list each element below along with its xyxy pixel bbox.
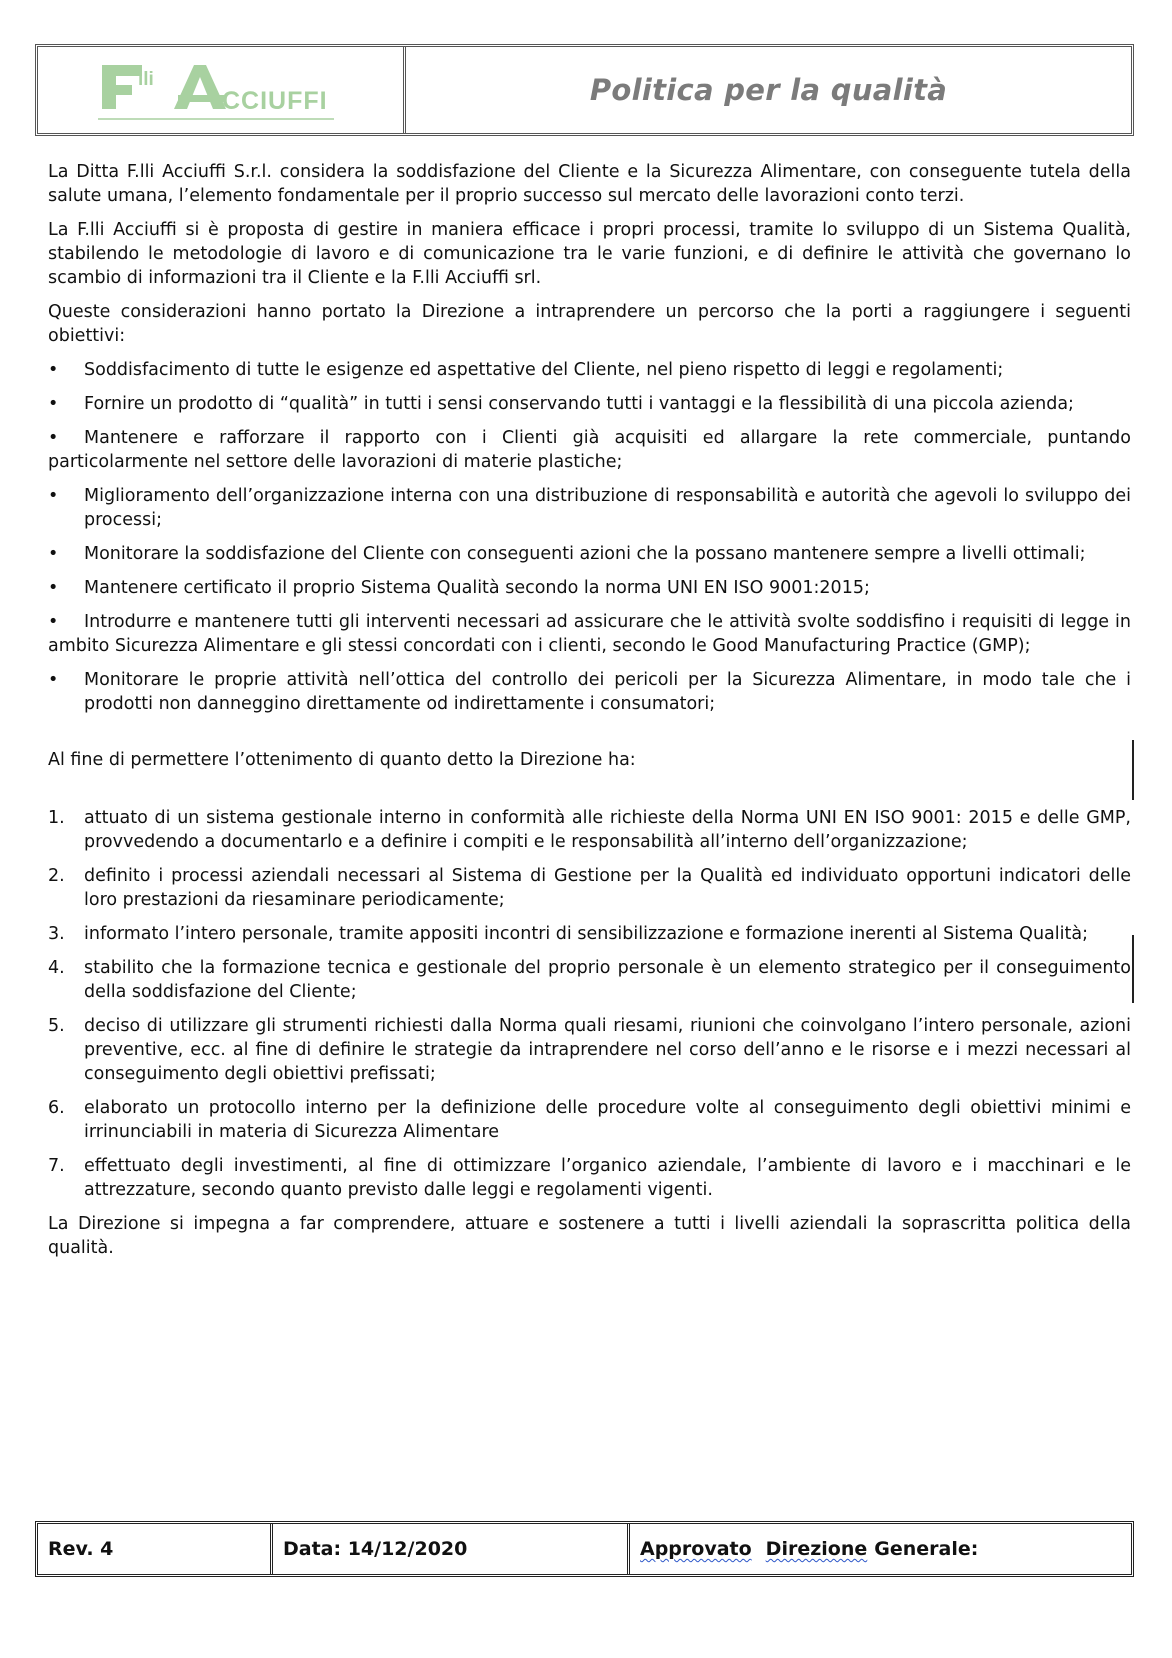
action-text: stabilito che la formazione tecnica e gestionale del proprio personale è un elemento strategico per il conseguimento della soddisfazione del Cliente; [84, 958, 1131, 1002]
objective-item [48, 542, 1131, 566]
objective-text: Fornire un prodotto di “qualità” in tutti i sensi conservando tutti i vantaggi e la flessibilità di una piccola azienda; [84, 394, 1074, 414]
objective-item [48, 358, 1131, 382]
action-item [48, 1154, 1131, 1202]
objective-text: Introdurre e mantenere tutti gli interventi necessari ad assicurare che le attività svolte soddisfino i requisiti di legge in ambito Sicurezza Alimentare e gli stessi concordati con i clienti, secondo le Good Manufacturing Practice (GMP); [48, 612, 1131, 656]
approval-cell [630, 1524, 1131, 1574]
objective-text: Mantenere e rafforzare il rapporto con i Clienti già acquisiti ed allargare la rete commerciale, puntando particolarmente nel settore delle lavorazioni di materie plastiche; [48, 428, 1131, 472]
company-logo [98, 61, 348, 123]
objective-text: Monitorare le proprie attività nell’ottica del controllo dei pericoli per la Sicurezza Alimentare, in modo tale che i prodotti non danneggino direttamente od indirettamente i consumatori; [84, 670, 1131, 714]
action-number: 7. [48, 1156, 65, 1176]
objective-text: Monitorare la soddisfazione del Cliente con conseguenti azioni che la possano mantenere sempre a livelli ottimali; [84, 544, 1086, 564]
page-title: Politica per la qualità [589, 73, 948, 107]
logo-small-text: lli [138, 69, 154, 90]
action-item [48, 1096, 1131, 1144]
title-cell [406, 47, 1131, 133]
action-item [48, 956, 1131, 1004]
bullet-icon: • [48, 486, 59, 506]
action-number: 2. [48, 866, 65, 886]
revision-bar [1132, 740, 1134, 800]
actions-intro: Al fine di permettere l’ottenimento di quanto detto la Direzione ha: [48, 750, 636, 770]
bullet-icon: • [48, 544, 59, 564]
objective-item [48, 426, 1131, 474]
action-item [48, 922, 1131, 946]
action-text: informato l’intero personale, tramite appositi incontri di sensibilizzazione e formazione inerenti al Sistema Qualità; [84, 924, 1088, 944]
objective-item [48, 392, 1131, 416]
action-text: definito i processi aziendali necessari al Sistema di Gestione per la Qualità ed individuato opportuni indicatori delle loro prestazioni da riesaminare periodicamente; [84, 866, 1131, 910]
revision-bar [1132, 935, 1134, 1003]
bullet-icon: • [48, 428, 59, 448]
action-text: deciso di utilizzare gli strumenti richiesti dalla Norma quali riesami, riunioni che coinvolgano l’intero personale, azioni preventive, ecc. al fine di definire le strategie da intraprendere nel corso dell’anno e le risorse e i mezzi necessari al conseguimento degli obiettivi prefissati; [84, 1016, 1131, 1084]
bullet-icon: • [48, 578, 59, 598]
objective-item [48, 576, 1131, 600]
logo-large-text: CCIUFFI [222, 87, 328, 115]
date-cell [273, 1524, 630, 1574]
action-text: attuato di un sistema gestionale interno in conformità alle richieste della Norma UNI EN ISO 9001: 2015 e delle GMP, provvedendo a documentarlo e a definire i compiti e le responsabilità all’interno dell’organizzazione; [84, 808, 1131, 852]
closing-paragraph: La Direzione si impegna a far comprendere, attuare e sostenere a tutti i livelli aziendali la soprascritta politica della qualità. [48, 1214, 1131, 1258]
action-number: 1. [48, 808, 65, 828]
approval-word-1: Approvato [640, 1538, 752, 1560]
bullet-icon: • [48, 394, 59, 414]
date-label: Data: 14/12/2020 [283, 1538, 468, 1560]
objective-item [48, 484, 1131, 532]
action-item [48, 806, 1131, 854]
intro-paragraph-2: La F.lli Acciuffi si è proposta di gestire in maniera efficace i propri processi, tramite lo sviluppo di un Sistema Qualità, stabilendo le metodologie di lavoro e di comunicazione tra le varie funzioni, e di definire le attività che governano lo scambio di informazioni tra il Cliente e la F.lli Acciuffi srl. [48, 220, 1131, 288]
intro-paragraph-1: La Ditta F.lli Acciuffi S.r.l. considera la soddisfazione del Cliente e la Sicurezza Alimentare, con conseguente tutela della salute umana, l’elemento fondamentale per il proprio successo sul mercato delle lavorazioni conto terzi. [48, 162, 1131, 206]
bullet-icon: • [48, 360, 59, 380]
document-body [48, 160, 1131, 1260]
action-number: 5. [48, 1016, 65, 1036]
bullet-icon: • [48, 670, 59, 690]
objective-text: Miglioramento dell’organizzazione interna con una distribuzione di responsabilità e autorità che agevoli lo sviluppo dei processi; [84, 486, 1131, 530]
action-number: 3. [48, 924, 65, 944]
approval-word-2: Direzione [765, 1538, 868, 1560]
intro-paragraph-3: Queste considerazioni hanno portato la Direzione a intraprendere un percorso che la porti a raggiungere i seguenti obiettivi: [48, 302, 1131, 346]
logo-cell [38, 47, 406, 133]
approval-word-3: Generale: [874, 1538, 979, 1560]
action-item [48, 1014, 1131, 1086]
objective-text: Mantenere certificato il proprio Sistema Qualità secondo la norma UNI EN ISO 9001:2015; [84, 578, 870, 598]
objective-item [48, 610, 1131, 658]
document-footer [35, 1521, 1134, 1577]
action-number: 4. [48, 958, 65, 978]
revision-label: Rev. 4 [48, 1538, 114, 1560]
document-header [35, 44, 1134, 136]
action-number: 6. [48, 1098, 65, 1118]
action-text: elaborato un protocollo interno per la definizione delle procedure volte al conseguimento degli obiettivi minimi e irrinunciabili in materia di Sicurezza Alimentare [84, 1098, 1131, 1142]
bullet-icon: • [48, 612, 59, 632]
objective-text: Soddisfacimento di tutte le esigenze ed aspettative del Cliente, nel pieno rispetto di leggi e regolamenti; [84, 360, 1004, 380]
revision-cell [38, 1524, 273, 1574]
action-item [48, 864, 1131, 912]
objective-item [48, 668, 1131, 716]
action-text: effettuato degli investimenti, al fine di ottimizzare l’organico aziendale, l’ambiente di lavoro e i macchinari e le attrezzature, secondo quanto previsto dalle leggi e regolamenti vigenti. [84, 1156, 1131, 1200]
